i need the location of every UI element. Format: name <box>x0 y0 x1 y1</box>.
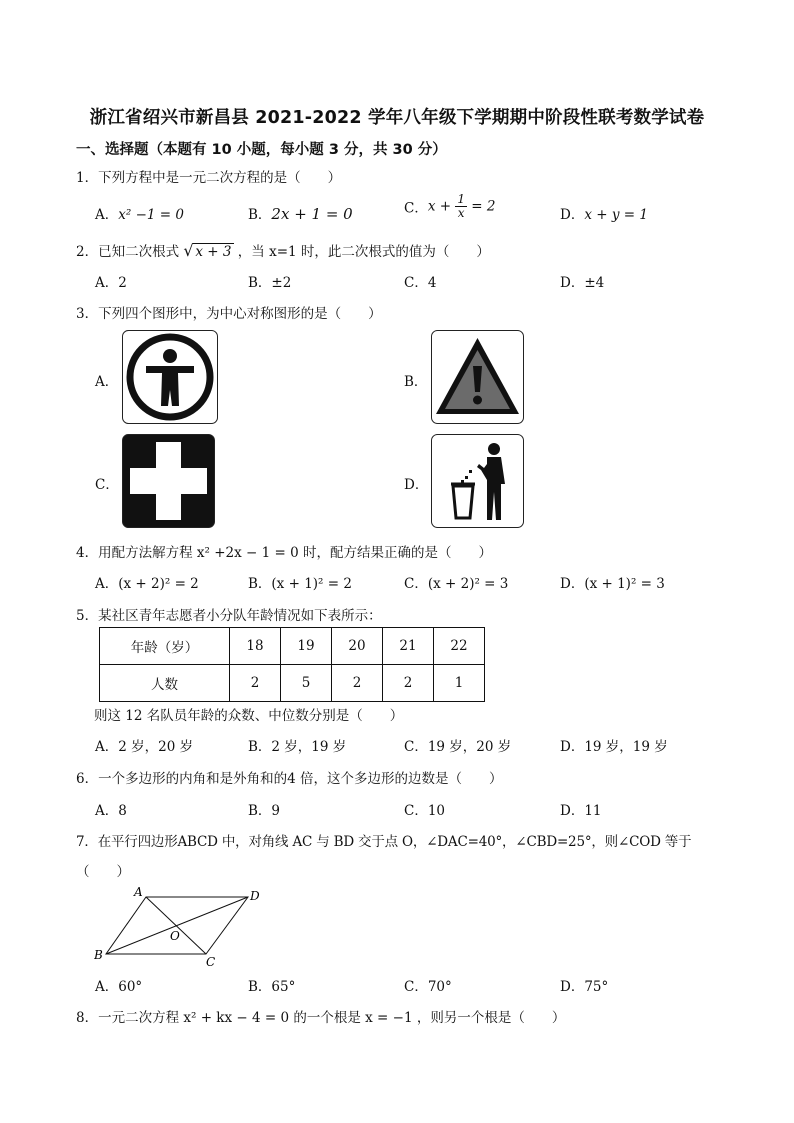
q3-option-c-label[interactable]: C． <box>95 477 119 493</box>
q3-option-b-label[interactable]: B． <box>404 374 428 390</box>
q2-option-b[interactable]: B．±2 <box>248 275 292 291</box>
q3-option-a-label[interactable]: A． <box>95 374 119 390</box>
table-cell: 1 <box>434 665 485 702</box>
question-1-stem: 1．下列方程中是一元二次方程的是（ ） <box>76 170 342 186</box>
section-heading: 一、选择题（本题有 10 小题，每小题 3 分，共 30 分） <box>76 142 447 158</box>
table-cell: 21 <box>383 628 434 665</box>
q7-option-a[interactable]: A．60° <box>95 979 143 995</box>
q1-option-b[interactable]: B．2x + 1 = 0 <box>248 205 353 223</box>
q5-option-c[interactable]: C．19 岁，20 岁 <box>404 739 512 755</box>
table-cell: 2 <box>230 665 281 702</box>
q4-option-a[interactable]: A．(x + 2)² = 2 <box>95 576 199 592</box>
q6-option-a[interactable]: A．8 <box>95 803 127 819</box>
q6-option-c[interactable]: C．10 <box>404 803 446 819</box>
q4-option-c[interactable]: C．(x + 2)² = 3 <box>404 576 509 592</box>
table-cell: 年龄（岁） <box>100 628 230 665</box>
exam-title: 浙江省绍兴市新昌县 2021-2022 学年八年级下学期期中阶段性联考数学试卷 <box>89 108 705 128</box>
table-cell: 19 <box>281 628 332 665</box>
q1-option-a[interactable]: A．x² −1 = 0 <box>95 207 184 223</box>
table-cell: 20 <box>332 628 383 665</box>
q5-option-d[interactable]: D．19 岁，19 岁 <box>560 739 668 755</box>
table-cell: 人数 <box>100 665 230 702</box>
question-5-stem: 5．某社区青年志愿者小分队年龄情况如下表所示： <box>76 608 382 624</box>
question-7-stem: 7．在平行四边形ABCD 中，对角线 AC 与 BD 交于点 O，∠DAC=40°，∠CBD=25°，则∠COD 等于 <box>76 834 692 850</box>
parallelogram-figure <box>94 884 274 972</box>
q4-option-d[interactable]: D．(x + 1)² = 3 <box>560 576 665 592</box>
question-8-stem: 8．一元二次方程 x² + kx − 4 = 0 的一个根是 x = −1 ，则另一个根是（ ） <box>76 1010 566 1026</box>
table-row <box>100 665 485 702</box>
fraction: $\frac{1}{x}$ <box>457 192 465 220</box>
q6-option-b[interactable]: B．9 <box>248 803 281 819</box>
q4-option-b[interactable]: B．(x + 1)² = 2 <box>248 576 352 592</box>
table-cell: 2 <box>332 665 383 702</box>
warning-icon[interactable] <box>431 330 524 428</box>
litter-bin-icon[interactable] <box>431 434 524 532</box>
q2-option-a[interactable]: A．2 <box>95 275 127 291</box>
q5-option-b[interactable]: B．2 岁，19 岁 <box>248 739 347 755</box>
table-cell: 2 <box>383 665 434 702</box>
q3-option-d-label[interactable]: D． <box>404 477 429 493</box>
age-table <box>99 627 485 702</box>
q7-option-b[interactable]: B．65° <box>248 979 296 995</box>
q1-option-d[interactable]: D．x + y = 1 <box>560 207 648 223</box>
question-3-stem: 3．下列四个图形中，为中心对称图形的是（ ） <box>76 306 382 322</box>
vertex-label-c: C <box>206 955 216 968</box>
question-6-stem: 6．一个多边形的内角和是外角和的4 倍，这个多边形的边数是（ ） <box>76 771 503 787</box>
table-cell: 22 <box>434 628 485 665</box>
table-cell: 18 <box>230 628 281 665</box>
question-4-stem: 4．用配方法解方程 x² +2x − 1 = 0 时，配方结果正确的是（ ） <box>76 545 492 561</box>
table-cell: 5 <box>281 665 332 702</box>
q1-option-c[interactable]: C．x + $\frac{1}{x}$ = 2 <box>404 192 496 220</box>
vertex-label-d: D <box>250 889 260 903</box>
q7-option-d[interactable]: D．75° <box>560 979 609 995</box>
table-row <box>100 628 485 665</box>
vertex-label-b: B <box>94 948 103 962</box>
q2-option-c[interactable]: C．4 <box>404 275 437 291</box>
q7-option-c[interactable]: C．70° <box>404 979 452 995</box>
accessibility-icon[interactable] <box>122 330 218 428</box>
q5-option-a[interactable]: A．2 岁，20 岁 <box>95 739 194 755</box>
vertex-label-a: A <box>134 885 143 899</box>
first-aid-cross-icon[interactable] <box>122 434 215 532</box>
question-5-follow: 则这 12 名队员年龄的众数、中位数分别是（ ） <box>94 708 404 724</box>
q2-option-d[interactable]: D．±4 <box>560 275 605 291</box>
question-2-stem: 2．已知二次根式 √ x + 3 ，当 x=1 时，此二次根式的值为（ ） <box>76 241 490 260</box>
center-label-o: O <box>170 929 180 943</box>
question-7-paren: （ ） <box>76 864 130 880</box>
q6-option-d[interactable]: D．11 <box>560 803 602 819</box>
square-root: √ x + 3 <box>183 241 232 260</box>
